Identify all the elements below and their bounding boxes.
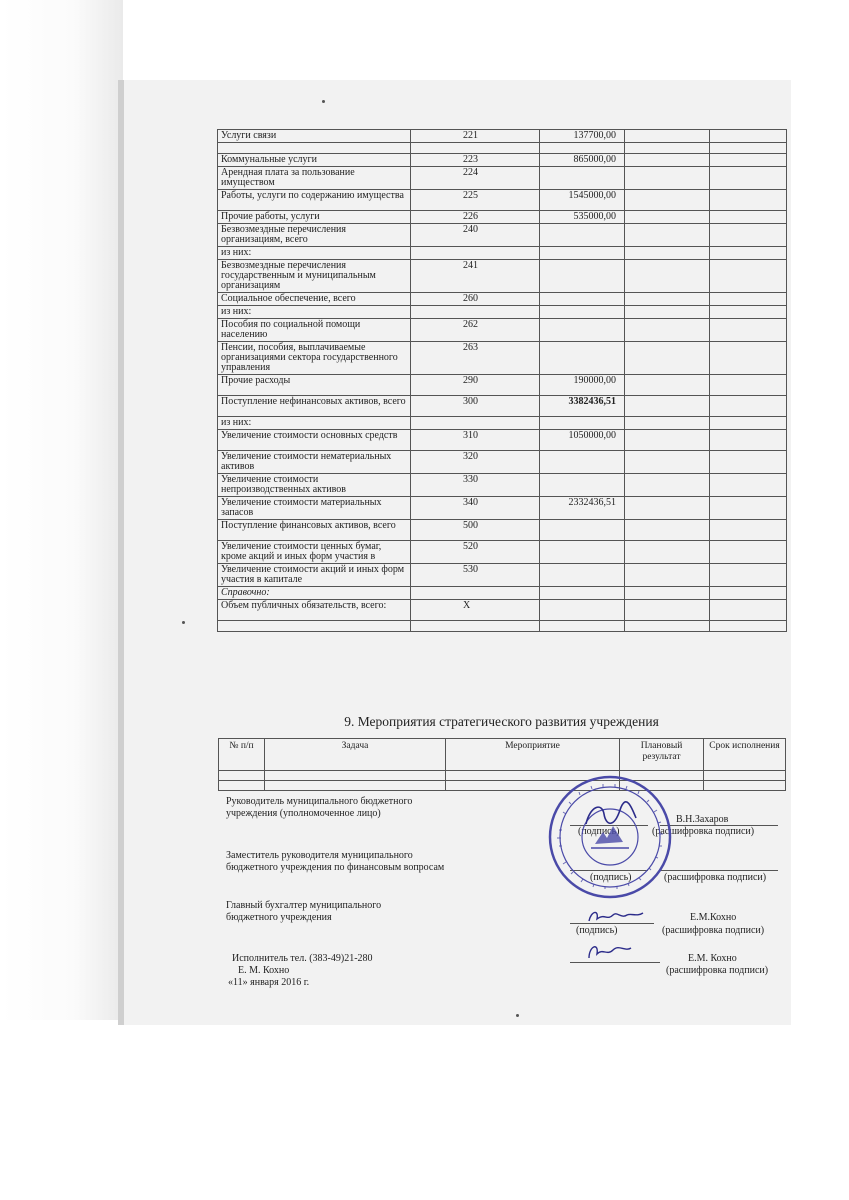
section-title: 9. Мероприятия стратегического развития учреждения — [344, 714, 659, 729]
deputy-decode-caption: (расшифровка подписи) — [664, 872, 767, 883]
chief-accountant-name: Е.М.Кохно — [690, 912, 737, 923]
row-code — [411, 587, 540, 600]
table-cell — [710, 430, 787, 451]
row-code — [411, 143, 540, 154]
row-code — [411, 417, 540, 430]
row-label — [218, 143, 411, 154]
row-code: 310 — [411, 430, 540, 451]
row-amount — [540, 587, 625, 600]
table-row — [218, 190, 787, 211]
table-cell — [710, 293, 787, 306]
row-code: 262 — [411, 319, 540, 342]
chief-accountant-decode-caption: (расшифровка подписи) — [662, 925, 765, 936]
table-cell — [625, 497, 710, 520]
row-label: Социальное обеспечение, всего — [218, 293, 411, 306]
row-label: из них: — [218, 306, 411, 319]
table-cell — [625, 224, 710, 247]
row-label: Прочие расходы — [218, 375, 411, 396]
chief-accountant-label-1: Главный бухгалтер муниципального — [226, 900, 382, 911]
chief-accountant-label-2: бюджетного учреждения — [226, 912, 332, 923]
table-row — [218, 541, 787, 564]
row-label: Справочно: — [218, 587, 411, 600]
table-row — [218, 130, 787, 143]
header-task: Задача — [265, 739, 446, 771]
table-cell — [710, 564, 787, 587]
table-cell — [710, 306, 787, 319]
table-row — [218, 621, 787, 632]
table-row — [218, 154, 787, 167]
table-cell — [710, 130, 787, 143]
head-signature-icon — [580, 800, 640, 832]
row-code: 260 — [411, 293, 540, 306]
row-code: 241 — [411, 260, 540, 293]
row-amount — [540, 541, 625, 564]
row-amount — [540, 247, 625, 260]
head-sign-caption: (подпись) — [578, 826, 620, 837]
table-cell — [710, 621, 787, 632]
header-number: № п/п — [219, 739, 265, 771]
table-row — [218, 587, 787, 600]
row-label: Поступление финансовых активов, всего — [218, 520, 411, 541]
table-cell — [710, 417, 787, 430]
row-code — [411, 621, 540, 632]
table-cell — [704, 771, 786, 781]
row-code: 320 — [411, 451, 540, 474]
row-label: Объем публичных обязательств, всего: — [218, 600, 411, 621]
executor-line-1: Исполнитель тел. (383-49)21-280 — [232, 953, 373, 964]
header-planned-result: Плановый результат — [620, 739, 704, 771]
row-amount — [540, 224, 625, 247]
table-row — [218, 451, 787, 474]
table-row — [218, 520, 787, 541]
table-cell — [710, 211, 787, 224]
head-decode-caption: (расшифровка подписи) — [652, 826, 755, 837]
deputy-sign-caption: (подпись) — [590, 872, 632, 883]
table-cell — [625, 474, 710, 497]
executor-date: «11» января 2016 г. — [228, 977, 310, 988]
table-row — [218, 474, 787, 497]
row-label: из них: — [218, 417, 411, 430]
expenses-table-body — [218, 130, 787, 632]
table-cell — [625, 342, 710, 375]
row-code: 340 — [411, 497, 540, 520]
deputy-label-1: Заместитель руководителя муниципального — [226, 850, 413, 861]
row-amount — [540, 319, 625, 342]
chief-accountant-sign-caption: (подпись) — [576, 925, 618, 936]
row-label: Коммунальные услуги — [218, 154, 411, 167]
row-label: из них: — [218, 247, 411, 260]
table-cell — [625, 319, 710, 342]
table-row — [218, 224, 787, 247]
header-event: Мероприятие — [446, 739, 620, 771]
table-row — [218, 247, 787, 260]
head-label-2: учреждения (уполномоченное лицо) — [226, 808, 381, 819]
executor-signature-icon — [585, 938, 635, 964]
table-cell — [710, 190, 787, 211]
table-cell — [625, 541, 710, 564]
row-label: Увеличение стоимости ценных бумаг, кроме акций и иных форм участия в — [218, 541, 411, 564]
head-name: В.Н.Захаров — [676, 814, 729, 825]
table-cell — [710, 342, 787, 375]
row-code — [411, 247, 540, 260]
row-code: 225 — [411, 190, 540, 211]
row-amount: 190000,00 — [540, 375, 625, 396]
table-row — [219, 771, 786, 781]
table-cell — [625, 375, 710, 396]
table-row — [218, 342, 787, 375]
row-label: Увеличение стоимости акций и иных форм участия в капитале — [218, 564, 411, 587]
table-row — [218, 564, 787, 587]
table-cell — [710, 474, 787, 497]
deputy-label-2: бюджетного учреждения по финансовым вопросам — [226, 862, 445, 873]
table-row — [218, 375, 787, 396]
deputy-decode-line — [660, 870, 778, 871]
table-cell — [625, 417, 710, 430]
table-cell — [625, 247, 710, 260]
row-code: 330 — [411, 474, 540, 497]
table-row — [218, 430, 787, 451]
table-cell — [625, 396, 710, 417]
row-amount: 3382436,51 — [540, 396, 625, 417]
scan-speck — [516, 1014, 519, 1017]
row-code — [411, 306, 540, 319]
row-label: Поступление нефинансовых активов, всего — [218, 396, 411, 417]
table-row — [218, 600, 787, 621]
row-code: 224 — [411, 167, 540, 190]
header-deadline: Срок исполнения — [704, 739, 786, 771]
scan-shadow — [118, 80, 124, 1025]
table-cell — [219, 771, 265, 781]
row-code: 500 — [411, 520, 540, 541]
row-label: Увеличение стоимости материальных запасов — [218, 497, 411, 520]
table-cell — [710, 587, 787, 600]
row-amount: 2332436,51 — [540, 497, 625, 520]
row-amount — [540, 260, 625, 293]
row-amount — [540, 143, 625, 154]
row-amount — [540, 474, 625, 497]
table-cell — [625, 451, 710, 474]
row-code: 221 — [411, 130, 540, 143]
row-label: Увеличение стоимости непроизводственных активов — [218, 474, 411, 497]
table-cell — [625, 430, 710, 451]
table-cell — [625, 190, 710, 211]
row-label: Безвозмездные перечисления организациям, всего — [218, 224, 411, 247]
executor-line-2: Е. М. Кохно — [238, 965, 290, 976]
row-amount — [540, 167, 625, 190]
row-code: 223 — [411, 154, 540, 167]
organization-stamp-icon — [545, 772, 675, 902]
chief-accountant-signature-icon — [585, 905, 645, 927]
row-amount: 137700,00 — [540, 130, 625, 143]
row-label: Пособия по социальной помощи населению — [218, 319, 411, 342]
table-cell — [625, 621, 710, 632]
row-label: Пенсии, пособия, выплачиваемые организациями сектора государственного управления — [218, 342, 411, 375]
table-cell — [625, 211, 710, 224]
table-cell — [625, 520, 710, 541]
scan-speck — [182, 621, 185, 624]
table-row — [218, 293, 787, 306]
row-code: 240 — [411, 224, 540, 247]
scan-margin — [0, 0, 123, 1020]
table-cell — [710, 520, 787, 541]
table-cell — [219, 781, 265, 791]
table-cell — [710, 451, 787, 474]
row-amount: 535000,00 — [540, 211, 625, 224]
table-row — [218, 306, 787, 319]
strategy-table — [218, 738, 786, 791]
table-cell — [625, 130, 710, 143]
table-row — [219, 781, 786, 791]
row-code: 263 — [411, 342, 540, 375]
row-amount — [540, 342, 625, 375]
table-cell — [710, 143, 787, 154]
row-amount: 1050000,00 — [540, 430, 625, 451]
expenses-table — [217, 129, 787, 632]
table-cell — [710, 167, 787, 190]
table-cell — [265, 781, 446, 791]
table-row — [218, 211, 787, 224]
table-row — [218, 417, 787, 430]
table-row — [218, 260, 787, 293]
row-label: Увеличение стоимости нематериальных активов — [218, 451, 411, 474]
table-cell — [710, 600, 787, 621]
table-cell — [710, 375, 787, 396]
table-cell — [710, 260, 787, 293]
table-row — [218, 319, 787, 342]
table-cell — [710, 497, 787, 520]
row-code: 290 — [411, 375, 540, 396]
row-amount — [540, 293, 625, 306]
row-label: Арендная плата за пользование имуществом — [218, 167, 411, 190]
row-amount — [540, 600, 625, 621]
table-cell — [265, 771, 446, 781]
table-row — [218, 167, 787, 190]
row-code: X — [411, 600, 540, 621]
row-label: Услуги связи — [218, 130, 411, 143]
row-code: 530 — [411, 564, 540, 587]
table-cell — [710, 247, 787, 260]
executor-name: Е.М. Кохно — [688, 953, 737, 964]
table-cell — [625, 167, 710, 190]
table-cell — [625, 587, 710, 600]
head-label-1: Руководитель муниципального бюджетного — [226, 796, 413, 807]
table-row — [218, 497, 787, 520]
table-row — [218, 396, 787, 417]
row-amount — [540, 306, 625, 319]
table-cell — [625, 154, 710, 167]
row-amount — [540, 564, 625, 587]
row-amount: 865000,00 — [540, 154, 625, 167]
row-code: 226 — [411, 211, 540, 224]
row-label — [218, 621, 411, 632]
table-cell — [710, 541, 787, 564]
table-cell — [710, 154, 787, 167]
row-amount — [540, 520, 625, 541]
table-cell — [710, 396, 787, 417]
row-code: 520 — [411, 541, 540, 564]
row-amount — [540, 451, 625, 474]
row-label: Безвозмездные перечисления государственным и муниципальным организациям — [218, 260, 411, 293]
table-cell — [625, 600, 710, 621]
row-amount — [540, 417, 625, 430]
table-cell — [704, 781, 786, 791]
table-cell — [710, 224, 787, 247]
table-cell — [625, 293, 710, 306]
row-amount: 1545000,00 — [540, 190, 625, 211]
row-code: 300 — [411, 396, 540, 417]
executor-decode-caption: (расшифровка подписи) — [666, 965, 769, 976]
scan-speck — [322, 100, 325, 103]
table-row — [218, 143, 787, 154]
table-cell — [625, 260, 710, 293]
row-label: Работы, услуги по содержанию имущества — [218, 190, 411, 211]
row-label: Прочие работы, услуги — [218, 211, 411, 224]
table-cell — [625, 306, 710, 319]
table-cell — [710, 319, 787, 342]
row-amount — [540, 621, 625, 632]
row-label: Увеличение стоимости основных средств — [218, 430, 411, 451]
table-cell — [625, 143, 710, 154]
table-cell — [625, 564, 710, 587]
